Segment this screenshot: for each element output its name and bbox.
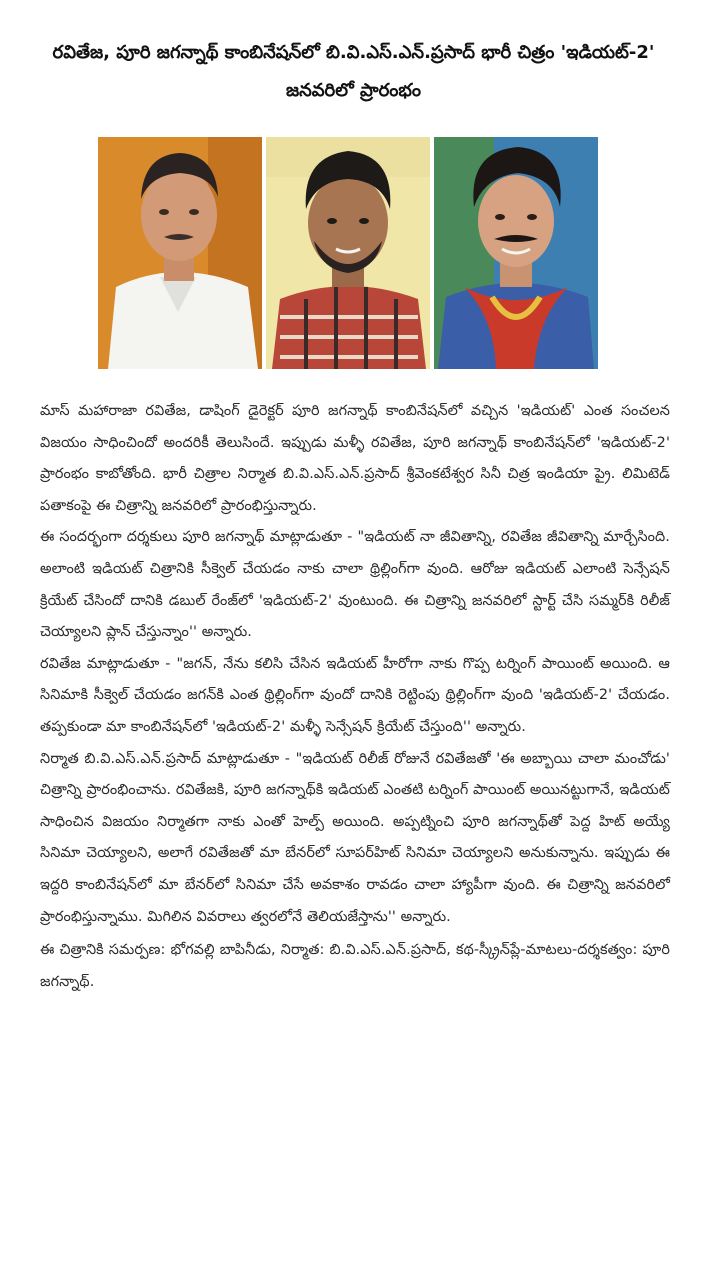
- photo-strip: [98, 137, 598, 369]
- article-paragraph: రవితేజ మాట్లాడుతూ - "జగన్, నేను కలిసి చేసిన ఇడియట్ హీరోగా నాకు గొప్ప టర్నింగ్ పాయింట్ అయింది. ఆ సినిమాకి సీక్వెల్ చేయడం జగన్‌కి ఎంత థ్రిల్లింగ్‌గా వుందో దానికి రెట్టింపు థ్రిల్లింగ్‌గా వుంది 'ఇడియట్-2' చేయడం. తప్పకుండా మా కాంబినేషన్‌లో 'ఇడియట్-2' మళ్ళీ సెన్సేషన్ క్రియేట్ చేస్తుంది'' అన్నారు.: [40, 655, 670, 735]
- headline-line-1: రవితేజ, పూరి జగన్నాథ్ కాంబినేషన్‌లో బి.వి.ఎస్.ఎన్.ప్రసాద్ భారీ చిత్రం 'ఇడియట్-2': [52, 42, 655, 63]
- article-body: [40, 396, 670, 998]
- headline: [20, 34, 687, 110]
- article-paragraph: మాస్ మహారాజా రవితేజ, డాషింగ్ డైరెక్టర్ పూరి జగన్నాథ్ కాంబినేషన్‌లో వచ్చిన 'ఇడియట్' ఎంత సంచలన విజయం సాధించిందో అందరికీ తెలుసిందే. ఇప్పుడు మళ్ళీ రవితేజ, పూరి జగన్నాథ్ కాంబినేషన్‌లో 'ఇడియట్-2' ప్రారంభం కాబోతోంది. భారీ చిత్రాల నిర్మాత బి.వి.ఎస్.ఎన్.ప్రసాద్ శ్రీవెంకటేశ్వర సినీ చిత్ర ఇండియా ప్రై. లిమిటెడ్ పతాకంపై ఈ చిత్రాన్ని జనవరిలో ప్రారంభిస్తున్నారు.: [40, 403, 670, 514]
- credits-paragraph: ఈ చిత్రానికి సమర్పణ: భోగవల్లి బాపినీడు, నిర్మాత: బి.వి.ఎస్.ఎన్.ప్రసాద్, కథ-స్క్రీన్‌ప్లే-మాటలు-దర్శకత్వం: పూరి జగన్నాథ్.: [40, 942, 670, 990]
- article-paragraph: ఈ సందర్భంగా దర్శకులు పూరి జగన్నాథ్ మాట్లాడుతూ - "ఇడియట్ నా జీవితాన్ని, రవితేజ జీవితాన్ని మార్చేసింది. అలాంటి ఇడియట్ చిత్రానికి సీక్వెల్ చేయడం నాకు చాలా థ్రిల్లింగ్‌గా వుంది. ఆరోజు ఇడియట్ ఎలాంటి సెన్సేషన్ క్రియేట్ చేసిందో దానికి డబుల్ రేంజ్‌లో 'ఇడియట్-2' వుంటుంది. ఈ చిత్రాన్ని జనవరిలో స్టార్ట్ చేసి సమ్మర్‌కి రిలీజ్ చెయ్యాలని ప్లాన్ చేస్తున్నాం'' అన్నారు.: [40, 529, 670, 641]
- person-portrait-1: [98, 137, 262, 369]
- article-paragraph: నిర్మాత బి.వి.ఎస్.ఎన్.ప్రసాద్ మాట్లాడుతూ - "ఇడియట్ రిలీజ్ రోజునే రవితేజతో 'ఈ అబ్బాయి చాలా మంచోడు' చిత్రాన్ని ప్రారంభించాను. రవితేజకి, పూరి జగన్నాథ్‌కి ఇడియట్ ఎంతటి టర్నింగ్ పాయింట్ అయినట్టుగానే, ఇడియట్ సాధించిన విజయం నిర్మాతగా నాకు ఎంతో హెల్ప్ అయింది. అప్పట్నించి పూరి జగన్నాథ్‌తో పెద్ద హిట్ అయ్యే సినిమా చెయ్యాలని, అలాగే రవితేజతో మా బేనర్‌లో సూపర్‌హిట్ సినిమా చెయ్యాలని అనుకున్నాను. ఇప్పుడు ఈ ఇద్దరి కాంబినేషన్‌లో మా బేనర్‌లో సినిమా చేసే అవకాశం రావడం చాలా హ్యాపీగా వుంది. ఈ చిత్రాన్ని జనవరిలో ప్రారంభిస్తున్నాము. మిగిలిన వివరాలు త్వరలోనే తెలియజేస్తాను'' అన్నారు.: [40, 750, 670, 925]
- person-portrait-3: [434, 137, 598, 369]
- headline-line-2: జనవరిలో ప్రారంభం: [285, 80, 422, 101]
- person-portrait-2: [266, 137, 430, 369]
